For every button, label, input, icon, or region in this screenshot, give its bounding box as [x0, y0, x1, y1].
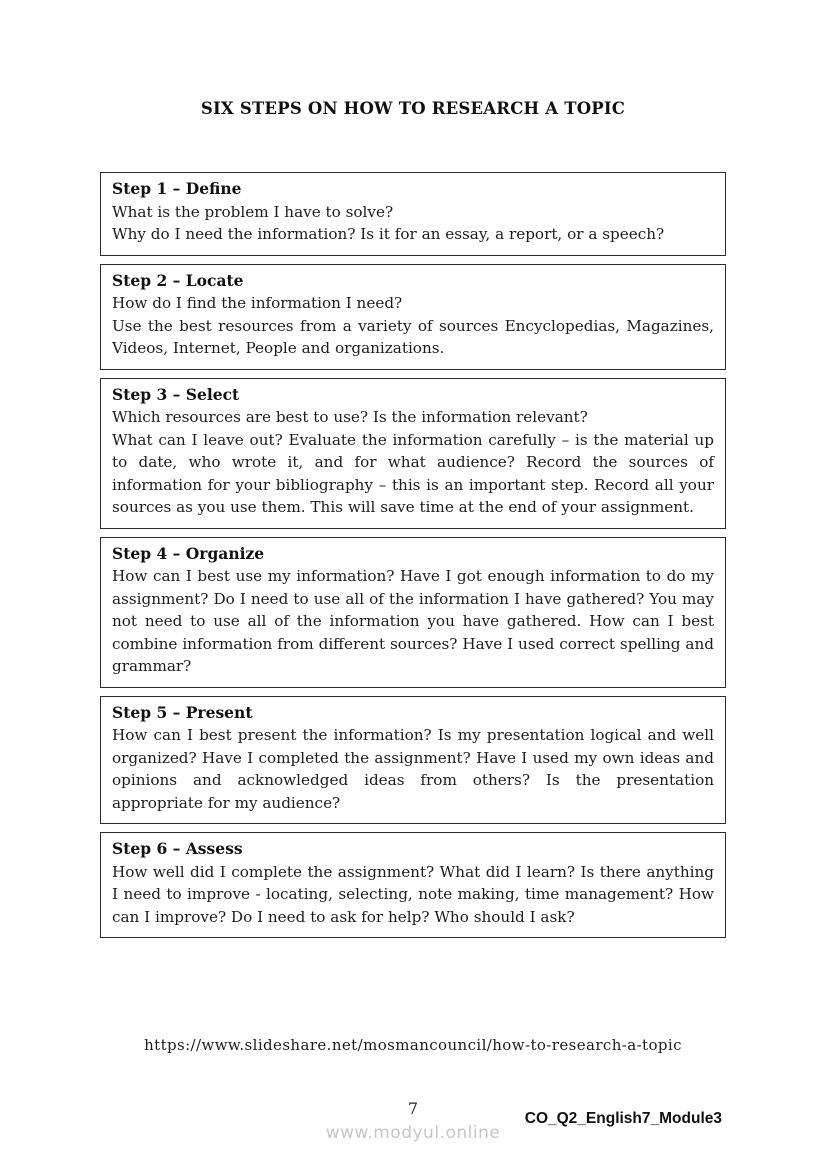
step-heading: Step 6 – Assess	[112, 839, 243, 858]
step-box-define	[100, 172, 726, 256]
step-box-present	[100, 696, 726, 825]
page-number: 7	[407, 1099, 419, 1118]
step-paragraph: How well did I complete the assignment? What did I learn? Is there anything I need to improve - locating, selecting, note making, time management? How can I improve? Do I need to ask for help? Who should I ask?	[112, 862, 714, 926]
step-heading: Step 3 – Select	[112, 384, 240, 404]
page-title: SIX STEPS ON HOW TO RESEARCH A TOPIC	[200, 99, 626, 118]
step-box-assess	[100, 832, 726, 938]
step-heading: Step 1 – Define	[112, 179, 242, 198]
module-code: CO_Q2_English7_Module3	[524, 1110, 722, 1127]
step-box-select	[100, 378, 726, 529]
step-heading: Step 5 – Present	[112, 702, 253, 722]
step-paragraph: What is the problem I have to solve?	[112, 202, 394, 221]
watermark: www.modyul.online	[325, 1123, 501, 1143]
step-heading: Step 2 – Locate	[112, 270, 244, 290]
step-heading: Step 4 – Organize	[112, 543, 265, 563]
step-paragraph: How can I best present the information? Is my presentation logical and well organized? Have I completed the assignment? Have I used my own ideas and opinions and acknowledged ideas from others? Is the presentation appropriate for my audience?	[112, 726, 714, 812]
step-paragraph: Use the best resources from a variety of sources Encyclopedias, Magazines, Videos, Internet, People and organizations.	[112, 316, 714, 357]
source-url: https://www.slideshare.net/mosmancouncil/how-to-research-a-topic	[144, 1036, 682, 1054]
step-paragraph: How can I best use my information? Have I got enough information to do my assignment? Do I need to use all of the information I have gathered? You may not need to use all of the information you have gathered. How can I best combine information from different sources? Have I used correct spelling and grammar?	[112, 567, 714, 675]
step-paragraph: Why do I need the information? Is it for an essay, a report, or a speech?	[112, 225, 665, 243]
step-paragraph: How do I find the information I need?	[112, 294, 403, 312]
step-box-organize	[100, 537, 726, 688]
steps-container	[100, 172, 726, 946]
step-paragraph: Which resources are best to use? Is the information relevant?	[112, 408, 588, 426]
step-box-locate	[100, 264, 726, 370]
step-paragraph: What can I leave out? Evaluate the information carefully – is the material up to date, who wrote it, and for what audience? Record the sources of information for your bibliography – this is an important step. Record all your sources as you use them. This will save time at the end of your assignment.	[112, 430, 714, 516]
